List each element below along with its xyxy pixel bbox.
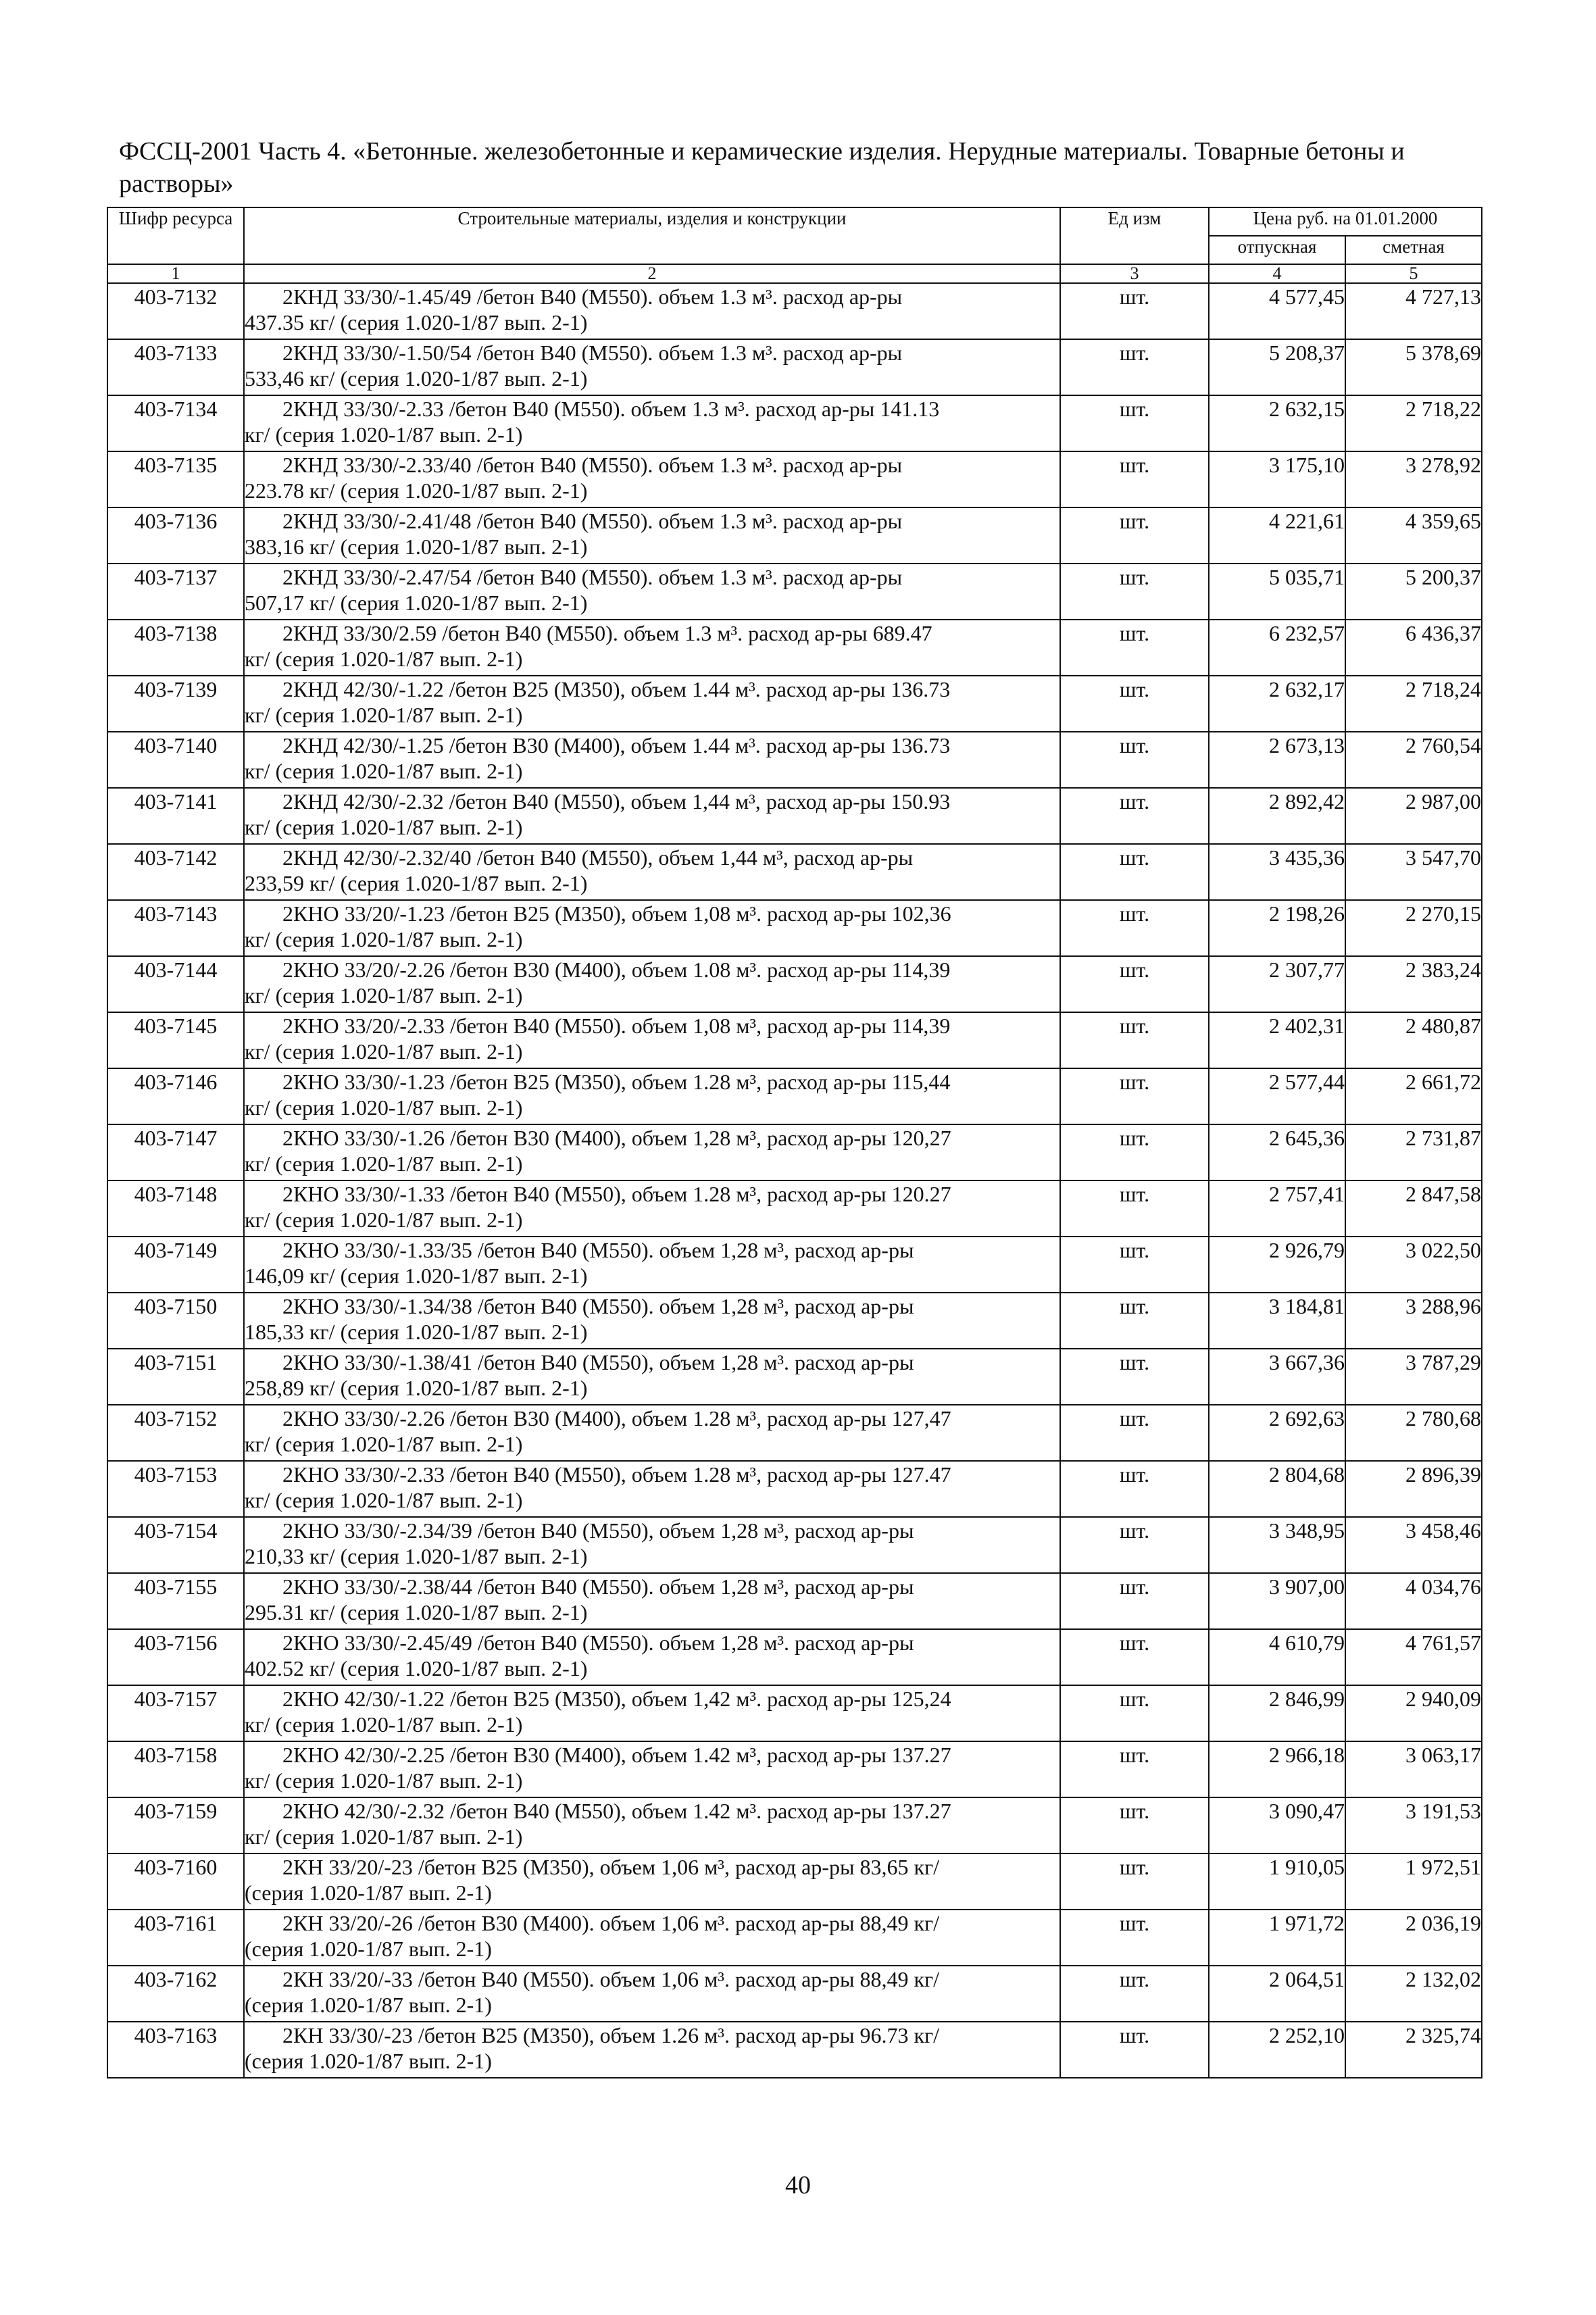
- estimate-price: 4 727,13: [1345, 283, 1482, 339]
- resource-code: 403-7162: [107, 1966, 244, 2022]
- table-row: [107, 451, 1482, 507]
- resource-code: 403-7156: [107, 1629, 244, 1685]
- description-line: 223.78 кг/ (серия 1.020-1/87 вып. 2-1): [245, 478, 588, 503]
- description-line: кг/ (серия 1.020-1/87 вып. 2-1): [245, 1712, 523, 1737]
- description-line: 437.35 кг/ (серия 1.020-1/87 вып. 2-1): [245, 310, 588, 334]
- description-line: 402.52 кг/ (серия 1.020-1/87 вып. 2-1): [245, 1656, 588, 1681]
- unit-of-measure: шт.: [1060, 844, 1209, 900]
- description-line: кг/ (серия 1.020-1/87 вып. 2-1): [245, 1039, 523, 1064]
- resource-code: 403-7155: [107, 1573, 244, 1629]
- table-row: [107, 1910, 1482, 1966]
- estimate-price: 3 022,50: [1345, 1237, 1482, 1293]
- estimate-price: 3 278,92: [1345, 451, 1482, 507]
- description-line: кг/ (серия 1.020-1/87 вып. 2-1): [245, 1095, 523, 1120]
- header-name: Строительные материалы, изделия и конструкции: [244, 207, 1060, 264]
- table-row: [107, 1966, 1482, 2022]
- description-line: 2КНО 33/20/-1.23 /бетон В25 (М350), объем 1,08 м³. расход ар-ры 102,36: [282, 901, 951, 926]
- material-description: [244, 1853, 1060, 1910]
- description-line: 2КНО 33/30/-2.33 /бетон В40 (М550), объем 1.28 м³, расход ар-ры 127.47: [282, 1462, 951, 1487]
- description-line: 2КНО 33/30/-2.26 /бетон В30 (М400), объем 1.28 м³, расход ар-ры 127,47: [282, 1406, 951, 1430]
- resource-code: 403-7149: [107, 1237, 244, 1293]
- table-row: [107, 1685, 1482, 1741]
- unit-of-measure: шт.: [1060, 507, 1209, 564]
- material-description: [244, 2022, 1060, 2078]
- resource-code: 403-7163: [107, 2022, 244, 2078]
- unit-of-measure: шт.: [1060, 788, 1209, 844]
- table-row: [107, 564, 1482, 620]
- material-description: [244, 1461, 1060, 1517]
- unit-of-measure: шт.: [1060, 283, 1209, 339]
- header-price-group: Цена руб. на 01.01.2000: [1209, 207, 1482, 236]
- unit-of-measure: шт.: [1060, 451, 1209, 507]
- table-row: [107, 732, 1482, 788]
- table-row: [107, 1461, 1482, 1517]
- release-price: 2 926,79: [1209, 1237, 1345, 1293]
- unit-of-measure: шт.: [1060, 1797, 1209, 1853]
- description-line: 2КНО 33/20/-2.33 /бетон В40 (М550). объем 1,08 м³, расход ар-ры 114,39: [282, 1014, 951, 1038]
- material-description: [244, 1405, 1060, 1461]
- estimate-price: 4 761,57: [1345, 1629, 1482, 1685]
- estimate-price: 2 383,24: [1345, 956, 1482, 1012]
- description-line: 2КНО 33/30/-1.26 /бетон В30 (М400), объем 1,28 м³, расход ар-ры 120,27: [282, 1126, 951, 1150]
- description-line: 2КНД 33/30/-1.45/49 /бетон В40 (М550). объем 1.3 м³. расход ар-ры: [282, 284, 903, 309]
- release-price: 3 907,00: [1209, 1573, 1345, 1629]
- description-line: 2КН 33/20/-26 /бетон В30 (М400). объем 1,06 м³. расход ар-ры 88,49 кг/: [282, 1911, 940, 1935]
- unit-of-measure: шт.: [1060, 2022, 1209, 2078]
- resource-code: 403-7138: [107, 620, 244, 676]
- description-line: 2КНО 33/30/-1.33/35 /бетон В40 (М550). объем 1,28 м³, расход ар-ры: [282, 1238, 914, 1262]
- release-price: 3 184,81: [1209, 1293, 1345, 1349]
- unit-of-measure: шт.: [1060, 564, 1209, 620]
- description-line: кг/ (серия 1.020-1/87 вып. 2-1): [245, 647, 523, 671]
- unit-of-measure: шт.: [1060, 1517, 1209, 1573]
- description-line: 2КНО 33/30/-2.38/44 /бетон В40 (М550). объем 1,28 м³, расход ар-ры: [282, 1574, 914, 1599]
- unit-of-measure: шт.: [1060, 1405, 1209, 1461]
- table-row: [107, 1293, 1482, 1349]
- release-price: 2 645,36: [1209, 1124, 1345, 1180]
- material-description: [244, 900, 1060, 956]
- release-price: 2 402,31: [1209, 1012, 1345, 1068]
- estimate-price: 2 661,72: [1345, 1068, 1482, 1124]
- resource-code: 403-7161: [107, 1910, 244, 1966]
- unit-of-measure: шт.: [1060, 1853, 1209, 1910]
- description-line: 2КНД 42/30/-1.25 /бетон В30 (М400), объем 1.44 м³. расход ар-ры 136.73: [282, 733, 951, 757]
- table-row: [107, 2022, 1482, 2078]
- unit-of-measure: шт.: [1060, 732, 1209, 788]
- unit-of-measure: шт.: [1060, 1741, 1209, 1797]
- material-description: [244, 1068, 1060, 1124]
- resource-code: 403-7133: [107, 339, 244, 395]
- description-line: 2КНО 42/30/-2.25 /бетон В30 (М400), объем 1.42 м³, расход ар-ры 137.27: [282, 1743, 951, 1767]
- description-line: кг/ (серия 1.020-1/87 вып. 2-1): [245, 703, 523, 727]
- release-price: 2 632,17: [1209, 676, 1345, 732]
- table-row: [107, 1797, 1482, 1853]
- description-line: кг/ (серия 1.020-1/87 вып. 2-1): [245, 1768, 523, 1793]
- unit-of-measure: шт.: [1060, 1012, 1209, 1068]
- column-number: 1: [107, 264, 244, 283]
- material-description: [244, 1685, 1060, 1741]
- table-row: [107, 1124, 1482, 1180]
- unit-of-measure: шт.: [1060, 1573, 1209, 1629]
- estimate-price: 2 987,00: [1345, 788, 1482, 844]
- unit-of-measure: шт.: [1060, 1461, 1209, 1517]
- release-price: 5 035,71: [1209, 564, 1345, 620]
- material-description: [244, 1124, 1060, 1180]
- table-row: [107, 1629, 1482, 1685]
- unit-of-measure: шт.: [1060, 1180, 1209, 1237]
- header-unit: Ед изм: [1060, 207, 1209, 264]
- resource-code: 403-7140: [107, 732, 244, 788]
- description-line: 2КНД 42/30/-2.32 /бетон В40 (М550), объем 1,44 м³, расход ар-ры 150.93: [282, 789, 951, 814]
- table-row: [107, 1180, 1482, 1237]
- description-line: 2КН 33/20/-33 /бетон В40 (М550). объем 1,06 м³. расход ар-ры 88,49 кг/: [282, 1967, 940, 1991]
- release-price: 1 910,05: [1209, 1853, 1345, 1910]
- release-price: 3 175,10: [1209, 451, 1345, 507]
- table-row: [107, 339, 1482, 395]
- unit-of-measure: шт.: [1060, 1124, 1209, 1180]
- description-line: 2КНД 33/30/-2.41/48 /бетон В40 (М550). объем 1.3 м³. расход ар-ры: [282, 509, 903, 533]
- table-row: [107, 1573, 1482, 1629]
- material-description: [244, 507, 1060, 564]
- release-price: 4 221,61: [1209, 507, 1345, 564]
- unit-of-measure: шт.: [1060, 1910, 1209, 1966]
- estimate-price: 3 063,17: [1345, 1741, 1482, 1797]
- resource-code: 403-7139: [107, 676, 244, 732]
- material-description: [244, 844, 1060, 900]
- material-description: [244, 1629, 1060, 1685]
- table-row: [107, 788, 1482, 844]
- material-description: [244, 1966, 1060, 2022]
- material-description: [244, 564, 1060, 620]
- estimate-price: 2 718,24: [1345, 676, 1482, 732]
- release-price: 2 252,10: [1209, 2022, 1345, 2078]
- estimate-price: 2 036,19: [1345, 1910, 1482, 1966]
- unit-of-measure: шт.: [1060, 676, 1209, 732]
- description-line: 2КН 33/30/-23 /бетон В25 (М350), объем 1.26 м³. расход ар-ры 96.73 кг/: [282, 2023, 940, 2047]
- estimate-price: 3 787,29: [1345, 1349, 1482, 1405]
- material-description: [244, 339, 1060, 395]
- description-line: 2КНО 33/30/-2.45/49 /бетон В40 (М550). объем 1,28 м³. расход ар-ры: [282, 1631, 914, 1655]
- material-description: [244, 1517, 1060, 1573]
- table-row: [107, 676, 1482, 732]
- table-row: [107, 956, 1482, 1012]
- estimate-price: 4 359,65: [1345, 507, 1482, 564]
- description-line: 2КН 33/20/-23 /бетон В25 (М350), объем 1,06 м³, расход ар-ры 83,65 кг/: [282, 1855, 940, 1879]
- release-price: 3 090,47: [1209, 1797, 1345, 1853]
- header-release-price: отпускная: [1209, 236, 1345, 264]
- estimate-price: 5 200,37: [1345, 564, 1482, 620]
- description-line: (серия 1.020-1/87 вып. 2-1): [245, 1881, 492, 1905]
- description-line: 2КНО 33/30/-1.23 /бетон В25 (М350), объем 1.28 м³, расход ар-ры 115,44: [282, 1070, 951, 1094]
- resource-code: 403-7136: [107, 507, 244, 564]
- material-description: [244, 1910, 1060, 1966]
- description-line: (серия 1.020-1/87 вып. 2-1): [245, 1993, 492, 2017]
- description-line: 2КНД 33/30/-1.50/54 /бетон В40 (М550). объем 1.3 м³. расход ар-ры: [282, 341, 903, 365]
- release-price: 4 577,45: [1209, 283, 1345, 339]
- material-description: [244, 1797, 1060, 1853]
- description-line: 2КНД 33/30/-2.33/40 /бетон В40 (М550). объем 1.3 м³. расход ар-ры: [282, 453, 903, 477]
- description-line: кг/ (серия 1.020-1/87 вып. 2-1): [245, 1824, 523, 1849]
- page-number: 40: [785, 2171, 811, 2199]
- release-price: 2 757,41: [1209, 1180, 1345, 1237]
- release-price: 2 632,15: [1209, 395, 1345, 451]
- release-price: 3 348,95: [1209, 1517, 1345, 1573]
- description-line: 2КНО 33/30/-2.34/39 /бетон В40 (М550), объем 1,28 м³, расход ар-ры: [282, 1518, 914, 1543]
- estimate-price: 2 940,09: [1345, 1685, 1482, 1741]
- resource-code: 403-7154: [107, 1517, 244, 1573]
- estimate-price: 6 436,37: [1345, 620, 1482, 676]
- unit-of-measure: шт.: [1060, 1685, 1209, 1741]
- resource-code: 403-7132: [107, 283, 244, 339]
- resource-code: 403-7134: [107, 395, 244, 451]
- description-line: 2КНД 33/30/-2.33 /бетон В40 (М550). объем 1.3 м³. расход ар-ры 141.13: [282, 397, 940, 421]
- release-price: 1 971,72: [1209, 1910, 1345, 1966]
- release-price: 2 064,51: [1209, 1966, 1345, 2022]
- table-row: [107, 620, 1482, 676]
- resource-code: 403-7151: [107, 1349, 244, 1405]
- material-description: [244, 1573, 1060, 1629]
- release-price: 2 577,44: [1209, 1068, 1345, 1124]
- header-code: Шифр ресурса: [107, 207, 244, 264]
- resource-code: 403-7146: [107, 1068, 244, 1124]
- column-number-row: [107, 264, 1482, 283]
- unit-of-measure: шт.: [1060, 1349, 1209, 1405]
- estimate-price: 3 547,70: [1345, 844, 1482, 900]
- description-line: 2КНД 42/30/-2.32/40 /бетон В40 (М550), объем 1,44 м³, расход ар-ры: [282, 845, 914, 870]
- table-row: [107, 1349, 1482, 1405]
- resource-code: 403-7142: [107, 844, 244, 900]
- description-line: кг/ (серия 1.020-1/87 вып. 2-1): [245, 1151, 523, 1176]
- description-line: 2КНО 42/30/-2.32 /бетон В40 (М550), объем 1.42 м³. расход ар-ры 137.27: [282, 1799, 951, 1823]
- release-price: 4 610,79: [1209, 1629, 1345, 1685]
- release-price: 2 692,63: [1209, 1405, 1345, 1461]
- description-line: 233,59 кг/ (серия 1.020-1/87 вып. 2-1): [245, 871, 588, 895]
- estimate-price: 2 325,74: [1345, 2022, 1482, 2078]
- material-description: [244, 395, 1060, 451]
- description-line: 2КНО 33/20/-2.26 /бетон В30 (М400), объем 1.08 м³. расход ар-ры 114,39: [282, 957, 951, 982]
- estimate-price: 1 972,51: [1345, 1853, 1482, 1910]
- release-price: 3 435,36: [1209, 844, 1345, 900]
- unit-of-measure: шт.: [1060, 395, 1209, 451]
- table-row: [107, 395, 1482, 451]
- resource-code: 403-7144: [107, 956, 244, 1012]
- material-description: [244, 620, 1060, 676]
- description-line: кг/ (серия 1.020-1/87 вып. 2-1): [245, 422, 523, 447]
- material-description: [244, 1349, 1060, 1405]
- resource-code: 403-7137: [107, 564, 244, 620]
- estimate-price: 2 480,87: [1345, 1012, 1482, 1068]
- resource-code: 403-7158: [107, 1741, 244, 1797]
- resource-code: 403-7150: [107, 1293, 244, 1349]
- description-line: 2КНО 33/30/-1.38/41 /бетон В40 (М550), объем 1,28 м³. расход ар-ры: [282, 1350, 914, 1374]
- estimate-price: 2 270,15: [1345, 900, 1482, 956]
- description-line: 185,33 кг/ (серия 1.020-1/87 вып. 2-1): [245, 1320, 588, 1344]
- material-description: [244, 1012, 1060, 1068]
- table-row: [107, 1853, 1482, 1910]
- release-price: 2 673,13: [1209, 732, 1345, 788]
- estimate-price: 4 034,76: [1345, 1573, 1482, 1629]
- resource-code: 403-7141: [107, 788, 244, 844]
- description-line: 2КНО 33/30/-1.33 /бетон В40 (М550), объем 1.28 м³, расход ар-ры 120.27: [282, 1182, 951, 1206]
- column-number: 3: [1060, 264, 1209, 283]
- estimate-price: 3 191,53: [1345, 1797, 1482, 1853]
- table-row: [107, 1237, 1482, 1293]
- estimate-price: 2 847,58: [1345, 1180, 1482, 1237]
- unit-of-measure: шт.: [1060, 900, 1209, 956]
- description-line: 2КНД 42/30/-1.22 /бетон В25 (М350), объем 1.44 м³. расход ар-ры 136.73: [282, 677, 951, 701]
- resource-code: 403-7160: [107, 1853, 244, 1910]
- description-line: 146,09 кг/ (серия 1.020-1/87 вып. 2-1): [245, 1264, 588, 1288]
- unit-of-measure: шт.: [1060, 339, 1209, 395]
- column-number: 2: [244, 264, 1060, 283]
- description-line: 295.31 кг/ (серия 1.020-1/87 вып. 2-1): [245, 1600, 588, 1624]
- table-row: [107, 1517, 1482, 1573]
- table-row: [107, 1741, 1482, 1797]
- resource-price-table: [107, 207, 1482, 2078]
- estimate-price: 2 731,87: [1345, 1124, 1482, 1180]
- release-price: 2 966,18: [1209, 1741, 1345, 1797]
- table-row: [107, 1068, 1482, 1124]
- release-price: 2 892,42: [1209, 788, 1345, 844]
- estimate-price: 2 780,68: [1345, 1405, 1482, 1461]
- header-estimate-price: сметная: [1345, 236, 1482, 264]
- description-line: 210,33 кг/ (серия 1.020-1/87 вып. 2-1): [245, 1544, 588, 1568]
- resource-code: 403-7152: [107, 1405, 244, 1461]
- resource-code: 403-7153: [107, 1461, 244, 1517]
- table-row: [107, 283, 1482, 339]
- description-line: кг/ (серия 1.020-1/87 вып. 2-1): [245, 1488, 523, 1512]
- description-line: 2КНО 42/30/-1.22 /бетон В25 (М350), объем 1,42 м³. расход ар-ры 125,24: [282, 1687, 951, 1711]
- material-description: [244, 451, 1060, 507]
- unit-of-measure: шт.: [1060, 1629, 1209, 1685]
- description-line: кг/ (серия 1.020-1/87 вып. 2-1): [245, 1208, 523, 1232]
- table-row: [107, 1405, 1482, 1461]
- estimate-price: 2 760,54: [1345, 732, 1482, 788]
- unit-of-measure: шт.: [1060, 620, 1209, 676]
- release-price: 5 208,37: [1209, 339, 1345, 395]
- resource-code: 403-7143: [107, 900, 244, 956]
- material-description: [244, 1741, 1060, 1797]
- description-line: кг/ (серия 1.020-1/87 вып. 2-1): [245, 983, 523, 1007]
- release-price: 3 667,36: [1209, 1349, 1345, 1405]
- material-description: [244, 1237, 1060, 1293]
- release-price: 2 846,99: [1209, 1685, 1345, 1741]
- estimate-price: 2 896,39: [1345, 1461, 1482, 1517]
- estimate-price: 5 378,69: [1345, 339, 1482, 395]
- estimate-price: 2 718,22: [1345, 395, 1482, 451]
- description-line: кг/ (серия 1.020-1/87 вып. 2-1): [245, 1432, 523, 1456]
- release-price: 6 232,57: [1209, 620, 1345, 676]
- material-description: [244, 283, 1060, 339]
- description-line: (серия 1.020-1/87 вып. 2-1): [245, 2049, 492, 2073]
- unit-of-measure: шт.: [1060, 1293, 1209, 1349]
- resource-code: 403-7135: [107, 451, 244, 507]
- description-line: 2КНД 33/30/-2.47/54 /бетон В40 (М550). объем 1.3 м³. расход ар-ры: [282, 565, 903, 589]
- resource-code: 403-7159: [107, 1797, 244, 1853]
- unit-of-measure: шт.: [1060, 1068, 1209, 1124]
- unit-of-measure: шт.: [1060, 956, 1209, 1012]
- table-row: [107, 844, 1482, 900]
- table-row: [107, 900, 1482, 956]
- table-row: [107, 1012, 1482, 1068]
- document-title: ФССЦ-2001 Часть 4. «Бетонные. железобетонные и керамические изделия. Нерудные материалы. Товарные бетоны и растворы»: [119, 137, 1405, 198]
- unit-of-measure: шт.: [1060, 1966, 1209, 2022]
- description-line: кг/ (серия 1.020-1/87 вып. 2-1): [245, 927, 523, 951]
- material-description: [244, 1180, 1060, 1237]
- description-line: кг/ (серия 1.020-1/87 вып. 2-1): [245, 815, 523, 839]
- description-line: 2КНД 33/30/2.59 /бетон В40 (М550). объем 1.3 м³. расход ар-ры 689.47: [282, 621, 932, 645]
- description-line: 2КНО 33/30/-1.34/38 /бетон В40 (М550). объем 1,28 м³, расход ар-ры: [282, 1294, 914, 1318]
- release-price: 2 198,26: [1209, 900, 1345, 956]
- material-description: [244, 956, 1060, 1012]
- description-line: 383,16 кг/ (серия 1.020-1/87 вып. 2-1): [245, 534, 588, 559]
- material-description: [244, 788, 1060, 844]
- material-description: [244, 732, 1060, 788]
- material-description: [244, 676, 1060, 732]
- description-line: 533,46 кг/ (серия 1.020-1/87 вып. 2-1): [245, 366, 588, 391]
- release-price: 2 307,77: [1209, 956, 1345, 1012]
- description-line: 507,17 кг/ (серия 1.020-1/87 вып. 2-1): [245, 591, 588, 615]
- column-number: 4: [1209, 264, 1345, 283]
- release-price: 2 804,68: [1209, 1461, 1345, 1517]
- description-line: 258,89 кг/ (серия 1.020-1/87 вып. 2-1): [245, 1376, 588, 1400]
- estimate-price: 2 132,02: [1345, 1966, 1482, 2022]
- table-row: [107, 507, 1482, 564]
- resource-code: 403-7157: [107, 1685, 244, 1741]
- estimate-price: 3 458,46: [1345, 1517, 1482, 1573]
- material-description: [244, 1293, 1060, 1349]
- resource-code: 403-7147: [107, 1124, 244, 1180]
- resource-code: 403-7148: [107, 1180, 244, 1237]
- resource-code: 403-7145: [107, 1012, 244, 1068]
- description-line: (серия 1.020-1/87 вып. 2-1): [245, 1937, 492, 1961]
- estimate-price: 3 288,96: [1345, 1293, 1482, 1349]
- unit-of-measure: шт.: [1060, 1237, 1209, 1293]
- description-line: кг/ (серия 1.020-1/87 вып. 2-1): [245, 759, 523, 783]
- column-number: 5: [1345, 264, 1482, 283]
